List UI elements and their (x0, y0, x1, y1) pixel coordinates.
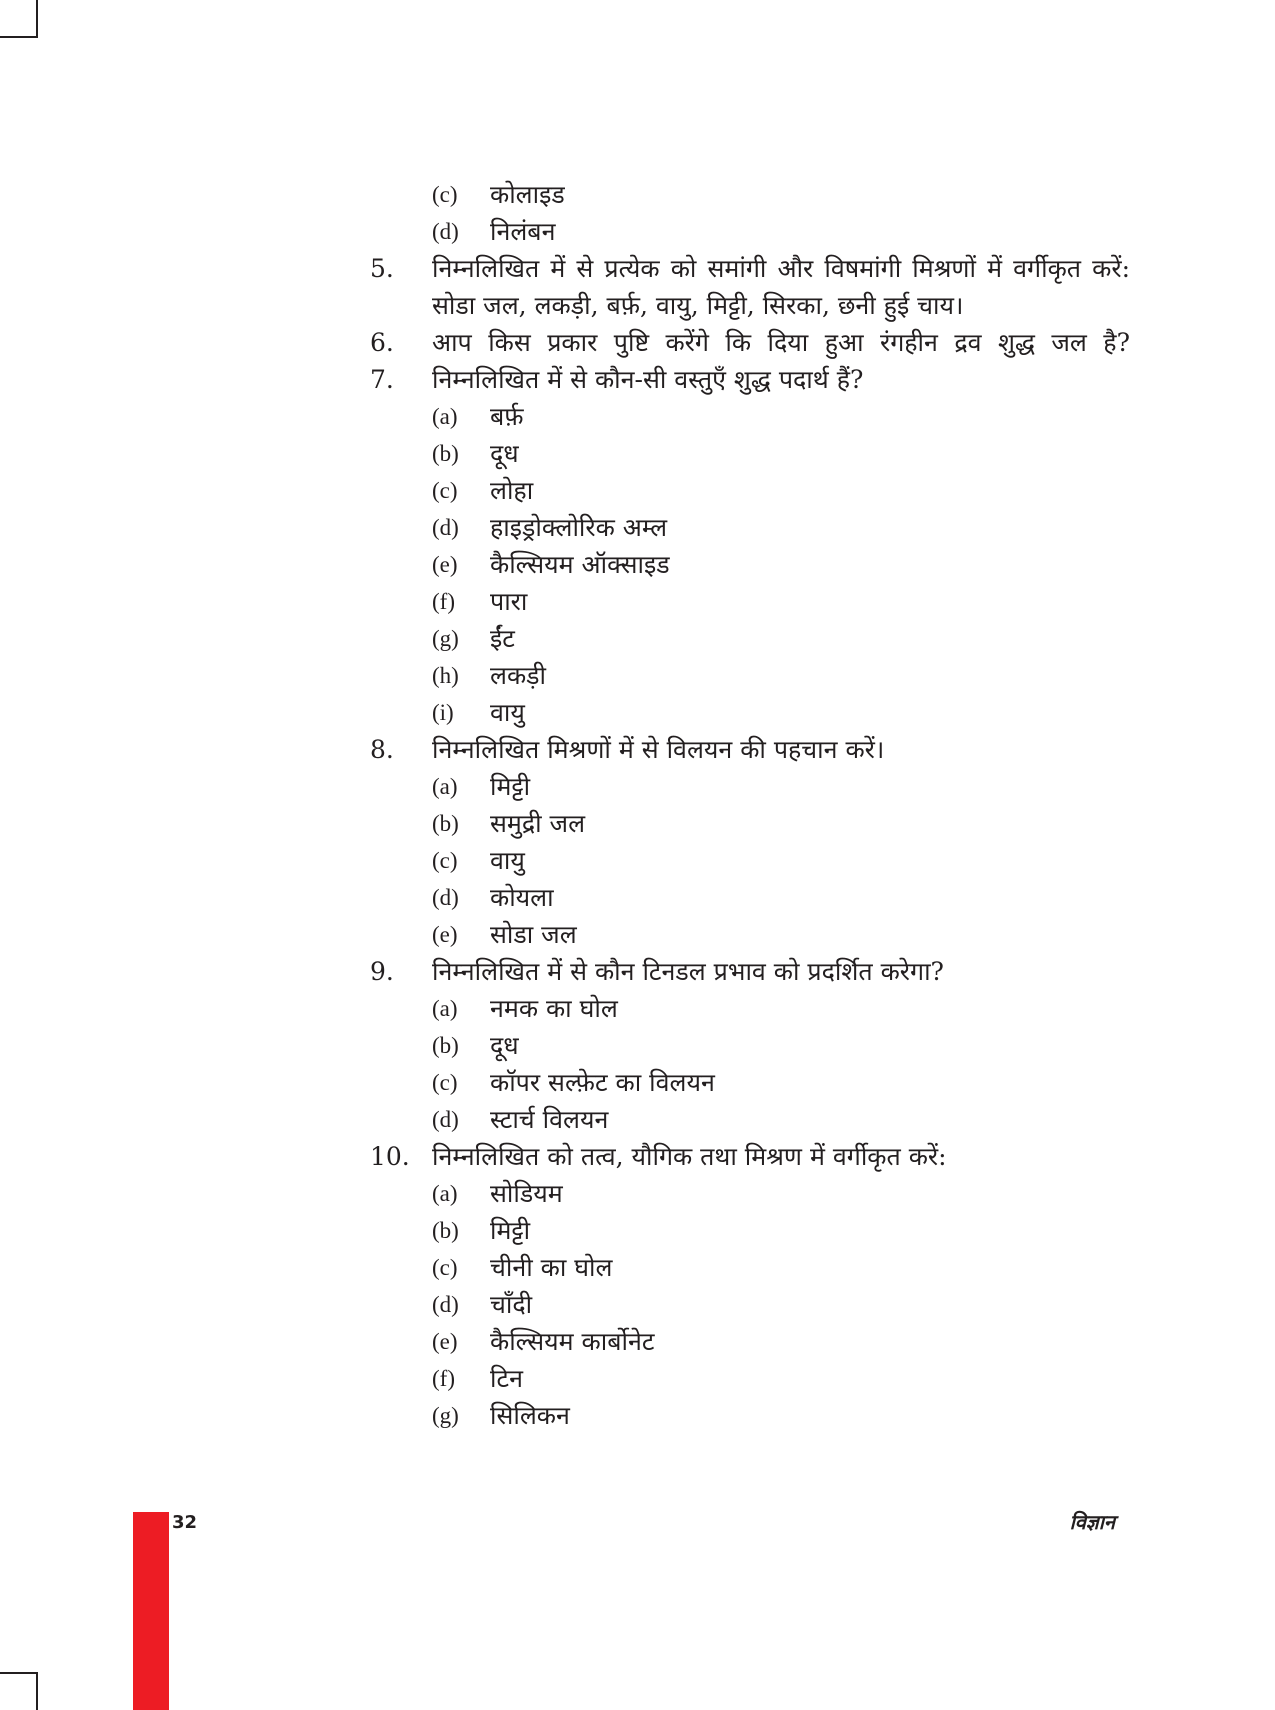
question-text: निम्नलिखित में से कौन टिनडल प्रभाव को प्रदर्शित करेगा? (432, 957, 944, 986)
option-label: (a) (432, 404, 458, 429)
question-number: 9. (370, 957, 394, 986)
option-text: चाँदी (490, 1290, 533, 1319)
option-label: (d) (432, 515, 459, 540)
option-item (370, 472, 1130, 509)
option-label: (f) (432, 1366, 455, 1391)
option-label: (e) (432, 922, 458, 947)
option-item (370, 1027, 1130, 1064)
option-text: सिलिकन (490, 1401, 570, 1430)
option-label: (f) (432, 589, 455, 614)
question-number: 10. (370, 1142, 410, 1171)
question-5 (370, 250, 1130, 287)
option-text: कैल्सियम ऑक्साइड (490, 550, 670, 579)
option-label: (c) (432, 848, 458, 873)
option-label: (e) (432, 1329, 458, 1354)
option-label: (b) (432, 1218, 459, 1243)
option-text: समुद्री जल (490, 809, 586, 838)
option-item (370, 1397, 1130, 1434)
option-label: (a) (432, 1181, 458, 1206)
option-text: वायु (490, 698, 525, 727)
option-item (370, 1101, 1130, 1138)
crop-mark-top-h (0, 36, 38, 38)
option-item (370, 768, 1130, 805)
option-label: (e) (432, 552, 458, 577)
question-text: निम्नलिखित में से प्रत्येक को समांगी और विषमांगी मिश्रणों में वर्गीकृत करें: (432, 254, 1130, 283)
option-text: सोडा जल (490, 920, 577, 949)
option-text: कोलाइड (490, 180, 565, 209)
question-10 (370, 1138, 1130, 1175)
option-item (370, 1212, 1130, 1249)
option-item (370, 509, 1130, 546)
option-label: (g) (432, 626, 459, 651)
option-item (370, 1175, 1130, 1212)
question-text: आप किस प्रकार पुष्टि करेंगे कि दिया हुआ रंगहीन द्रव शुद्ध जल है? (432, 328, 1130, 357)
question-9 (370, 953, 1130, 990)
option-text: बर्फ़ (490, 402, 524, 431)
option-item (370, 805, 1130, 842)
option-label: (d) (432, 885, 459, 910)
question-number: 6. (370, 328, 394, 357)
option-label: (a) (432, 774, 458, 799)
option-text: लकड़ी (490, 661, 547, 690)
page-number: 32 (172, 1512, 198, 1533)
option-item (370, 842, 1130, 879)
option-text: मिट्टी (490, 1216, 531, 1245)
option-text: मिट्टी (490, 772, 531, 801)
option-text: नमक का घोल (490, 994, 618, 1023)
option-text: कैल्सियम कार्बोनेट (490, 1327, 655, 1356)
option-label: (d) (432, 219, 459, 244)
option-text: वायु (490, 846, 525, 875)
option-item (370, 176, 1130, 213)
option-label: (c) (432, 1070, 458, 1095)
option-item (370, 879, 1130, 916)
option-item (370, 657, 1130, 694)
question-number: 7. (370, 365, 394, 394)
option-label: (i) (432, 700, 454, 725)
option-text: कोयला (490, 883, 554, 912)
exercise-list (370, 176, 1130, 1434)
option-item (370, 990, 1130, 1027)
page-accent-bar (133, 1512, 169, 1710)
option-text: हाइड्रोक्लोरिक अम्ल (490, 513, 668, 542)
option-item (370, 1360, 1130, 1397)
option-label: (d) (432, 1107, 459, 1132)
option-text: स्टार्च विलयन (490, 1105, 609, 1134)
option-label: (b) (432, 1033, 459, 1058)
option-label: (g) (432, 1403, 459, 1428)
option-label: (b) (432, 811, 459, 836)
question-8 (370, 731, 1130, 768)
crop-mark-bottom-v (36, 1672, 38, 1710)
option-item (370, 916, 1130, 953)
crop-mark-top-v (36, 0, 38, 38)
option-text: निलंबन (490, 217, 556, 246)
option-item (370, 620, 1130, 657)
option-item (370, 435, 1130, 472)
option-label: (c) (432, 1255, 458, 1280)
option-label: (c) (432, 182, 458, 207)
question-number: 5. (370, 254, 394, 283)
option-item (370, 546, 1130, 583)
question-7 (370, 361, 1130, 398)
question-continuation (370, 287, 1130, 324)
option-text: दूध (490, 439, 519, 468)
question-text: निम्नलिखित मिश्रणों में से विलयन की पहचान करें। (432, 735, 885, 764)
question-continuation-text: सोडा जल, लकड़ी, बर्फ़, वायु, मिट्टी, सिरका, छनी हुई चाय। (432, 291, 964, 320)
book-title: विज्ञान (1069, 1510, 1115, 1534)
option-label: (h) (432, 663, 459, 688)
question-text: निम्नलिखित में से कौन-सी वस्तुएँ शुद्ध पदार्थ हैं? (432, 365, 864, 394)
option-item (370, 1249, 1130, 1286)
option-item (370, 1064, 1130, 1101)
option-item (370, 398, 1130, 435)
option-item (370, 1286, 1130, 1323)
option-label: (c) (432, 478, 458, 503)
option-item (370, 583, 1130, 620)
option-text: सोडियम (490, 1179, 563, 1208)
option-item (370, 694, 1130, 731)
option-text: कॉपर सल्फ़ेट का विलयन (490, 1068, 715, 1097)
question-text: निम्नलिखित को तत्व, यौगिक तथा मिश्रण में वर्गीकृत करें: (432, 1142, 947, 1171)
option-text: दूध (490, 1031, 519, 1060)
crop-mark-bottom-h (0, 1672, 38, 1674)
option-item (370, 213, 1130, 250)
option-label: (d) (432, 1292, 459, 1317)
option-text: लोहा (490, 476, 534, 505)
option-text: पारा (490, 587, 528, 616)
option-label: (a) (432, 996, 458, 1021)
option-label: (b) (432, 441, 459, 466)
option-text: टिन (490, 1364, 523, 1393)
option-text: ईंट (490, 624, 515, 653)
option-item (370, 1323, 1130, 1360)
option-text: चीनी का घोल (490, 1253, 613, 1282)
question-number: 8. (370, 735, 394, 764)
question-6 (370, 324, 1130, 361)
